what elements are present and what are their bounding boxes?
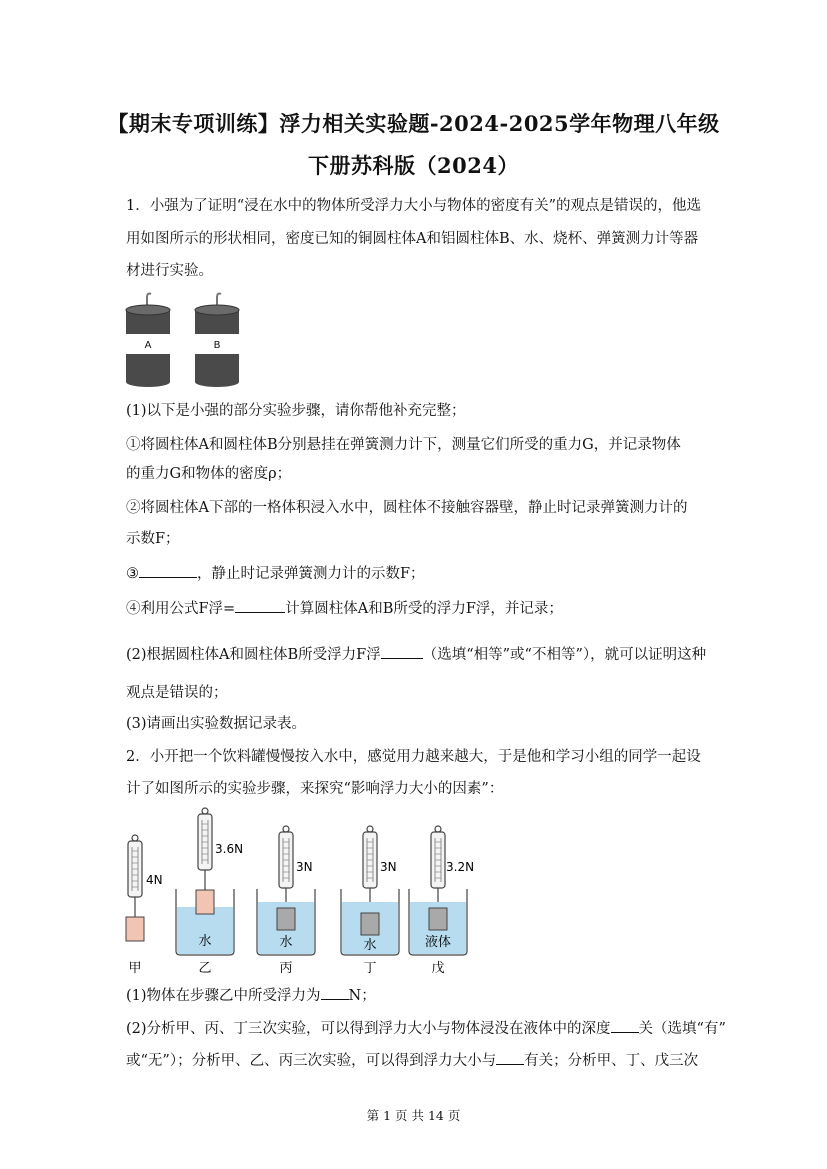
q2-part2b-post: 有关；分析甲、丁、戊三次 — [524, 1053, 699, 1069]
q1-step3-post: ，静止时记录弹簧测力计的示数F； — [197, 566, 425, 582]
q1-part2-pre: (2)根据圆柱体A和圆柱体B所受浮力F浮 — [126, 647, 381, 663]
cylinder-b — [195, 305, 239, 387]
step-label-jia: 甲 — [128, 961, 142, 976]
q1-step3-pre: ③ — [126, 566, 139, 582]
q1-part2-blank[interactable] — [381, 644, 423, 659]
cylinder-a-label: A — [144, 340, 152, 351]
q1-step4-pre: ④利用公式F浮= — [126, 601, 236, 617]
step-bing — [257, 826, 315, 976]
step-label-wu: 戊 — [431, 961, 445, 976]
step-label-bing: 丙 — [279, 961, 293, 976]
q2-part2b-pre: 或“无”）；分析甲、乙、丙三次实验，可以得到浮力大小与 — [126, 1053, 497, 1069]
q2-part2a-pre: (2)分析甲、丙、丁三次实验，可以得到浮力大小与物体浸没在液体中的深度 — [126, 1021, 611, 1037]
q1-step1-line2: 的重力G和物体的密度ρ； — [126, 466, 292, 482]
q1-part1: (1)以下是小强的部分实验步骤，请你帮他补充完整； — [126, 403, 466, 419]
cylinder-b-label: B — [213, 340, 221, 351]
q2-experiment-figure — [116, 805, 496, 980]
cylinder-a — [126, 305, 170, 387]
reading-jia: 4N — [146, 873, 163, 887]
q1-part2 — [126, 644, 726, 665]
q1-step4-blank[interactable] — [235, 598, 285, 613]
step-label-yi: 乙 — [198, 961, 212, 976]
q1-intro-line2: 用如图所示的形状相同，密度已知的铜圆柱体A和铝圆柱体B、水、烧杯、弹簧测力计等器 — [126, 231, 699, 247]
doc-title-line2: 下册苏科版（2024） — [308, 153, 519, 178]
q1-intro-line3: 材进行实验。 — [126, 263, 213, 279]
q1-part3: (3)请画出实验数据记录表。 — [126, 716, 307, 732]
reading-wu: 3.2N — [446, 860, 475, 874]
reading-bing: 3N — [296, 860, 313, 874]
step-yi — [176, 808, 243, 976]
q1-step4 — [126, 598, 726, 619]
step-jia — [126, 835, 163, 976]
q1-intro-line1: 1．小强为了证明“浸在水中的物体所受浮力大小与物体的密度有关”的观点是错误的，他选 — [126, 198, 702, 214]
q2-part1 — [126, 985, 726, 1006]
reading-yi: 3.6N — [215, 842, 244, 856]
doc-title-line1: 【期末专项训练】浮力相关实验题-2024-2025学年物理八年级 — [107, 111, 720, 136]
q2-part2-blank2[interactable] — [496, 1050, 524, 1065]
q2-part1-pre: (1)物体在步骤乙中所受浮力为 — [126, 988, 321, 1004]
q2-part1-blank[interactable] — [321, 985, 349, 1000]
liquid-label-wu: 液体 — [424, 935, 452, 950]
q1-step1-line1: ①将圆柱体A和圆柱体B分别悬挂在弹簧测力计下，测量它们所受的重力G，并记录物体 — [126, 437, 681, 453]
q2-part2-blank1[interactable] — [611, 1018, 639, 1033]
q1-step2-line1: ②将圆柱体A下部的一格体积浸入水中，圆柱体不接触容器壁，静止时记录弹簧测力计的 — [126, 500, 688, 516]
step-label-ding: 丁 — [363, 961, 377, 976]
liquid-label-yi: 水 — [198, 934, 212, 949]
q1-step4-post: 计算圆柱体A和B所受的浮力F浮，并记录； — [285, 601, 563, 617]
q1-cylinders-figure — [120, 290, 250, 390]
q2-intro-line1: 2．小开把一个饮料罐慢慢按入水中，感觉用力越来越大，于是他和学习小组的同学一起设 — [126, 749, 701, 765]
q2-part1-post: N； — [348, 988, 376, 1004]
q2-part2-line1 — [126, 1018, 726, 1039]
liquid-label-ding: 水 — [363, 938, 377, 953]
page-footer: 第 1 页 共 14 页 — [366, 1108, 461, 1123]
q1-step2-line2: 示数F； — [126, 531, 180, 547]
q1-step3-blank[interactable] — [139, 563, 197, 578]
liquid-label-bing: 水 — [279, 935, 293, 950]
q2-intro-line2: 计了如图所示的实验步骤，来探究“影响浮力大小的因素”： — [126, 781, 504, 797]
q2-part2a-post: 关（选填“有” — [638, 1021, 726, 1037]
q2-part2-line2 — [126, 1050, 726, 1071]
step-ding — [341, 826, 399, 976]
q1-part2-post: （选填“相等”或“不相等”），就可以证明这种 — [422, 647, 707, 663]
reading-ding: 3N — [380, 860, 397, 874]
q1-step3 — [126, 563, 726, 584]
q1-part2-line2: 观点是错误的； — [126, 685, 228, 701]
step-wu — [409, 826, 474, 976]
